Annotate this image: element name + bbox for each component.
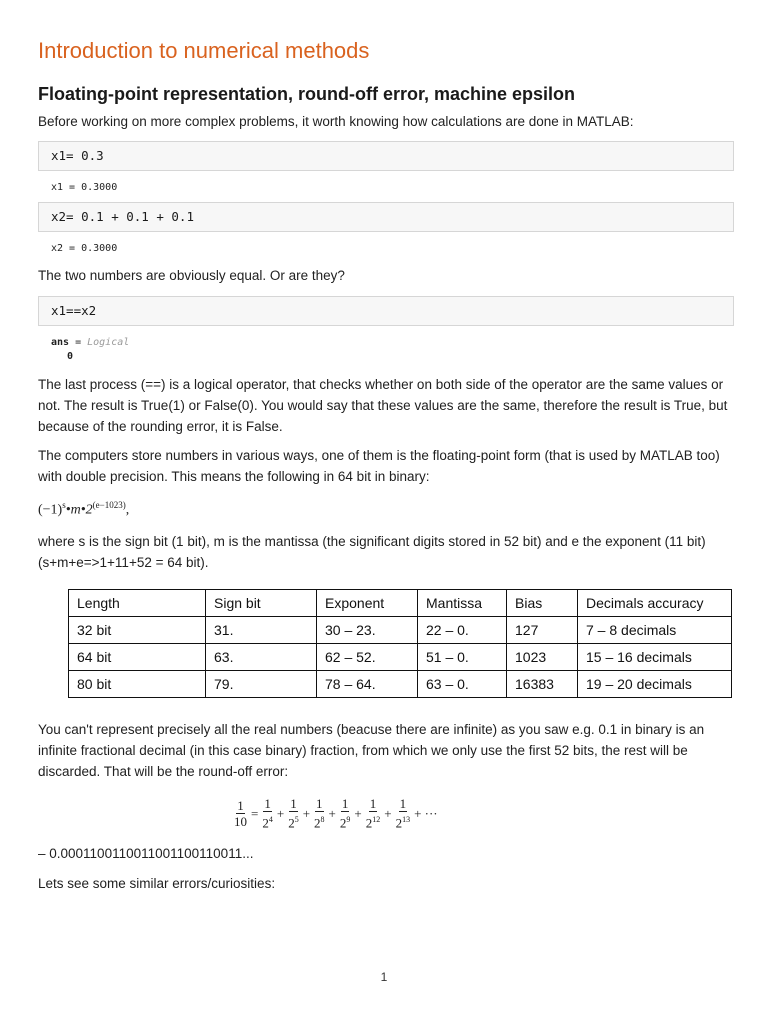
code-output-1: x1 = 0.3000: [51, 182, 118, 193]
fraction-numerator: 1: [369, 796, 377, 811]
power-base: 2: [339, 815, 347, 831]
table-cell: 80 bit: [69, 671, 206, 698]
intro-text: Before working on more complex problems, it worth knowing how calculations are done in MATLAB:: [38, 114, 634, 129]
plus-sign: +: [328, 805, 336, 821]
fraction-numerator: 1: [264, 796, 271, 811]
power-exponent: 12: [372, 815, 381, 824]
precision-table: [68, 589, 732, 698]
table-header-cell: Bias: [507, 590, 578, 617]
table-cell: 64 bit: [69, 644, 206, 671]
fraction-denominator: [340, 812, 351, 830]
page-number: 1: [380, 970, 388, 984]
code-input-3[interactable]: x1==x2: [38, 296, 734, 326]
table-header-cell: Length: [69, 590, 206, 617]
table-cell: 22 – 0.: [418, 617, 507, 644]
power-exponent: 4: [268, 815, 273, 824]
output-equals: =: [69, 337, 88, 348]
power-base: 2: [288, 815, 295, 831]
fraction-numerator: 1: [341, 796, 349, 811]
table-header-cell: Mantissa: [418, 590, 507, 617]
output-value: 0: [67, 351, 74, 362]
table-cell: 62 – 52.: [317, 644, 418, 671]
table-cell: 78 – 64.: [317, 671, 418, 698]
fraction-term: [396, 797, 411, 830]
fraction-term: [314, 797, 325, 830]
table-cell: 32 bit: [69, 617, 206, 644]
table-header-cell: Sign bit: [206, 590, 317, 617]
table-cell: 51 – 0.: [418, 644, 507, 671]
table-cell: 30 – 23.: [317, 617, 418, 644]
fraction-denominator: [366, 812, 381, 830]
paragraph-logical-operator: The last process (==) is a logical operator, that checks whether on both side of the operator are the same values or not. The result is True(1) or False(0). You would say that these values are the same, therefore the result is True, but because of the rounding error, it is False.: [38, 377, 728, 434]
power-base: 2: [395, 815, 403, 831]
fraction-numerator: 1: [290, 796, 297, 811]
table-header-cell: Exponent: [317, 590, 418, 617]
table-cell: 7 – 8 decimals: [578, 617, 732, 644]
table-cell: 19 – 20 decimals: [578, 671, 732, 698]
fraction-term: [288, 797, 299, 830]
fraction-term: [234, 799, 247, 829]
paragraph-bits: where s is the sign bit (1 bit), m is the mantissa (the significant digits stored in 52 bit) and e the exponent (11 bit) (s+m+e=>1+11+52 = 64 bit).: [38, 534, 706, 570]
table-header-row: [69, 590, 732, 617]
output-variable: ans: [51, 337, 70, 348]
fraction-term: [340, 797, 351, 830]
power-exponent: 13: [402, 815, 411, 824]
fraction-expansion: [232, 797, 440, 830]
fraction-numerator: 1: [399, 796, 407, 811]
plus-sign: +: [276, 805, 285, 821]
section-heading: Floating-point representation, round-off error, machine epsilon: [38, 84, 576, 104]
table-cell: 63.: [206, 644, 317, 671]
equals-sign: =: [251, 805, 259, 821]
power-exponent: 8: [320, 815, 325, 824]
table-cell: 63 – 0.: [418, 671, 507, 698]
table-cell: 127: [507, 617, 578, 644]
plus-sign: +: [384, 805, 392, 821]
power-base: 2: [365, 815, 373, 831]
power-exponent: 5: [294, 815, 299, 824]
fraction-numerator: 1: [316, 796, 323, 811]
code-output-2: x2 = 0.3000: [51, 243, 118, 254]
fraction-denominator: [262, 812, 273, 830]
table-row: [69, 671, 732, 698]
table-row: [69, 617, 732, 644]
code-output-3: [51, 337, 129, 348]
fraction-denominator: [288, 812, 299, 830]
table-header-cell: Decimals accuracy: [578, 590, 732, 617]
binary-expansion: – 0.0001100110011001100110011...: [38, 846, 254, 861]
code-input-2[interactable]: x2= 0.1 + 0.1 + 0.1: [38, 202, 734, 232]
paragraph-floating-point: The computers store numbers in various ways, one of them is the floating-point form (that is used by MATLAB too) with double precision. This means the following in 64 bit in binary:: [38, 448, 720, 484]
paragraph-curiosities: Lets see some similar errors/curiosities:: [38, 876, 276, 891]
fraction-denominator: [314, 812, 325, 830]
fraction-term: [262, 797, 273, 830]
fraction-denominator: [396, 812, 411, 830]
table-cell: 15 – 16 decimals: [578, 644, 732, 671]
fraction-numerator: 1: [237, 797, 244, 813]
table-row: [69, 644, 732, 671]
power-exponent: 9: [346, 815, 351, 824]
table-cell: 31.: [206, 617, 317, 644]
output-type: Logical: [87, 337, 130, 348]
table-cell: 16383: [507, 671, 578, 698]
table-cell: 79.: [206, 671, 317, 698]
floating-point-formula: $(-1)^s•m•2^{(e-1023)}$,: [38, 500, 130, 518]
table-cell: 1023: [507, 644, 578, 671]
ellipsis: + ···: [414, 805, 438, 821]
plus-sign: +: [302, 805, 311, 821]
page-title: Introduction to numerical methods: [38, 38, 370, 63]
paragraph-round-off: You can't represent precisely all the real numbers (beacuse there are infinite) as you saw e.g. 0.1 in binary is an infinite fractional decimal (in this case binary) fraction, from which we only use the first 52 bits, the rest will be discarded. That will be the round-off error:: [38, 722, 705, 779]
question-text: The two numbers are obviously equal. Or are they?: [38, 268, 345, 283]
code-input-1[interactable]: x1= 0.3: [38, 141, 734, 171]
power-base: 2: [262, 815, 269, 831]
plus-sign: +: [354, 805, 362, 821]
fraction-term: [366, 797, 381, 830]
power-base: 2: [314, 815, 321, 831]
fraction-denominator: 10: [234, 813, 247, 829]
